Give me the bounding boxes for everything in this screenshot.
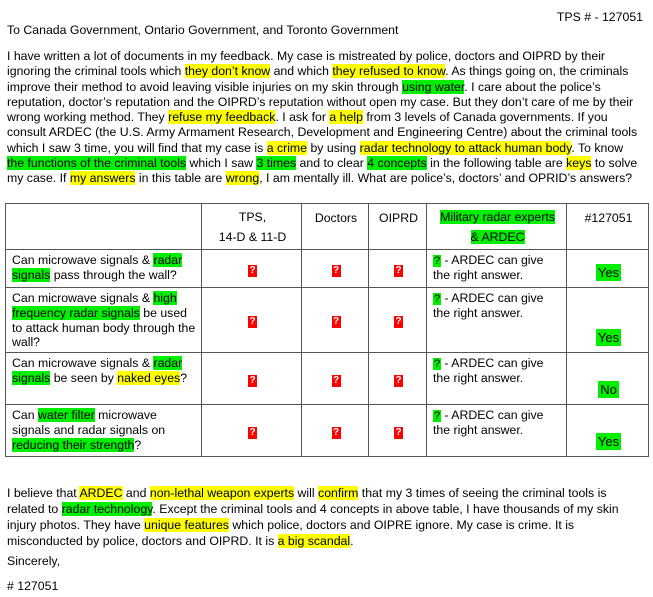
highlighted-text: water filter bbox=[37, 408, 95, 423]
text-segment: Can microwave signals & bbox=[12, 253, 154, 267]
highlighted-text: a big scandal bbox=[277, 534, 351, 548]
header-military-line1: Military radar experts bbox=[440, 210, 555, 224]
ardec-answer-mark: ? bbox=[433, 255, 441, 267]
text-segment: from 3 levels of Canada governments. If you consult ARDEC (the U.S. Army Armament Research, Development and Engineering Centre) about the criminal tools which I saw 3 time, you will find that my case is bbox=[7, 110, 638, 155]
author-answer: Yes bbox=[597, 434, 620, 450]
author-answer-cell bbox=[567, 288, 649, 353]
highlighted-text: radar technology to attack human body bbox=[359, 140, 572, 155]
unknown-answer-mark: ? bbox=[249, 374, 256, 386]
header-doctors: Doctors bbox=[302, 204, 369, 250]
ardec-answer-mark: ? bbox=[433, 358, 441, 371]
text-segment: and to clear bbox=[296, 156, 368, 171]
highlighted-text: wrong bbox=[225, 171, 260, 186]
header-tps bbox=[202, 204, 302, 250]
text-segment: I have written a lot of documents in my feedback. My case is mistreated by police, doctors and OIPRD by their ignoring the criminal tools which bbox=[7, 49, 606, 79]
ardec-answer-mark: ? bbox=[433, 293, 441, 305]
tps-answer-cell bbox=[202, 405, 302, 457]
oiprd-answer-cell bbox=[369, 250, 427, 288]
highlighted-text: radar signals bbox=[12, 356, 183, 385]
ardec-answer-text: - ARDEC can give the right answer. bbox=[433, 356, 544, 385]
highlighted-text: radar technology bbox=[61, 502, 153, 516]
question-cell bbox=[6, 405, 202, 457]
highlighted-text: they refused to know bbox=[332, 64, 446, 79]
text-segment: be seen by bbox=[50, 370, 118, 385]
oiprd-answer-cell bbox=[369, 405, 427, 457]
text-segment: Can bbox=[12, 408, 38, 423]
unknown-answer-mark: ? bbox=[395, 264, 402, 276]
text-segment: Can microwave signals & bbox=[12, 291, 154, 305]
text-segment: will bbox=[294, 486, 319, 500]
header-military-line2: & ARDEC bbox=[470, 230, 525, 244]
highlighted-text: 3 times bbox=[256, 156, 297, 171]
header-oiprd: OIPRD bbox=[369, 204, 427, 250]
table-row bbox=[6, 353, 649, 405]
text-segment: . To know bbox=[571, 140, 624, 155]
unknown-answer-mark: ? bbox=[395, 316, 402, 328]
addressee-line: To Canada Government, Ontario Government, and Toronto Government bbox=[7, 23, 399, 37]
unknown-answer-mark: ? bbox=[395, 374, 402, 386]
highlighted-text: a crime bbox=[266, 140, 308, 155]
highlighted-text: a help bbox=[329, 110, 363, 125]
header-id: #127051 bbox=[567, 204, 649, 250]
text-segment: by using bbox=[307, 140, 360, 155]
conclusion-paragraph bbox=[7, 485, 647, 549]
unknown-answer-mark: ? bbox=[395, 426, 402, 438]
ardec-answer-cell bbox=[427, 250, 567, 288]
highlighted-text: the functions of the criminal tools bbox=[7, 156, 187, 171]
unknown-answer-mark: ? bbox=[332, 316, 340, 328]
unknown-answer-mark: ? bbox=[249, 316, 256, 328]
table-row bbox=[6, 288, 649, 353]
text-segment: to solve my case. If bbox=[7, 156, 638, 186]
tps-answer-cell bbox=[202, 353, 302, 405]
text-segment: in this table are bbox=[135, 171, 226, 186]
doctors-answer-cell bbox=[302, 250, 369, 288]
text-segment: microwave signals and radar signals on bbox=[12, 408, 166, 437]
ardec-answer-text: - ARDEC can give the right answer. bbox=[433, 291, 544, 320]
text-segment: which I saw bbox=[186, 156, 257, 171]
author-answer: Yes bbox=[597, 265, 620, 281]
text-segment: . I ask for bbox=[275, 110, 330, 125]
doctors-answer-cell bbox=[302, 405, 369, 457]
author-answer-cell bbox=[567, 353, 649, 405]
highlighted-text: radar signals bbox=[12, 253, 183, 282]
question-cell bbox=[6, 288, 202, 353]
highlighted-text: confirm bbox=[318, 486, 359, 500]
header-tps-line2: 14-D & 11-D bbox=[218, 230, 287, 244]
document-reference: TPS # - 127051 bbox=[556, 10, 643, 24]
highlighted-text: ARDEC bbox=[79, 486, 123, 500]
oiprd-answer-cell bbox=[369, 353, 427, 405]
unknown-answer-mark: ? bbox=[249, 426, 256, 438]
ardec-answer-cell bbox=[427, 405, 567, 457]
question-cell bbox=[6, 250, 202, 288]
text-segment: . Except the criminal tools and 4 concepts in above table, I have thousands of my skin injury photos. They have bbox=[7, 502, 619, 532]
question-cell bbox=[6, 353, 202, 405]
unknown-answer-mark: ? bbox=[332, 426, 340, 438]
highlighted-text: 4 concepts bbox=[367, 156, 427, 171]
author-answer: No bbox=[600, 382, 617, 398]
text-segment: ? bbox=[134, 437, 142, 452]
doctors-answer-cell bbox=[302, 353, 369, 405]
ardec-answer-text: - ARDEC can give the right answer. bbox=[433, 408, 544, 437]
author-answer-cell bbox=[567, 405, 649, 457]
doctors-answer-cell bbox=[302, 288, 369, 353]
highlighted-text: refuse my feedback bbox=[168, 110, 276, 125]
highlighted-text: naked eyes bbox=[117, 370, 181, 385]
text-segment: ? bbox=[180, 370, 188, 385]
text-segment: that my 3 times of seeing the criminal tools is related to bbox=[7, 486, 607, 516]
tps-answer-cell bbox=[202, 250, 302, 288]
closing: Sincerely, bbox=[7, 554, 61, 568]
ardec-answer-cell bbox=[427, 353, 567, 405]
text-segment: . bbox=[350, 534, 354, 548]
highlighted-text: reducing their strength bbox=[12, 437, 135, 452]
text-segment: Can microwave signals & bbox=[12, 356, 154, 371]
header-question bbox=[6, 204, 202, 250]
text-segment: , I am mentally ill. What are police’s, doctors’ and OPRID’s answers? bbox=[259, 171, 633, 186]
highlighted-text: non-lethal weapon experts bbox=[149, 486, 295, 500]
table-row bbox=[6, 250, 649, 288]
unknown-answer-mark: ? bbox=[332, 374, 340, 386]
ardec-answer-mark: ? bbox=[433, 410, 441, 423]
text-segment: which police, doctors and OIPRE ignore. My case is crime. It is misconducted by police, doctors and OIPRD. It is bbox=[7, 518, 575, 548]
author-answer: Yes bbox=[597, 330, 620, 346]
text-segment: and which bbox=[270, 64, 333, 79]
tps-answer-cell bbox=[202, 288, 302, 353]
intro-paragraph bbox=[7, 49, 643, 187]
text-segment: in the following table are bbox=[426, 156, 567, 171]
ardec-answer-text: - ARDEC can give the right answer. bbox=[433, 253, 544, 282]
text-segment: . I care about the police’s reputation, doctor’s reputation and the OIPRD’s reputation without open my case. But they don’t care of me by their wrong working method. They bbox=[7, 79, 634, 125]
signature: # 127051 bbox=[7, 579, 59, 593]
text-segment: . As things going on, the criminals improve their method to avoid leaving visible injuries on my skin through bbox=[7, 64, 629, 94]
highlighted-text: they don’t know bbox=[184, 64, 271, 79]
author-answer-cell bbox=[567, 250, 649, 288]
header-tps-line1: TPS, bbox=[238, 210, 267, 224]
table-row bbox=[6, 405, 649, 457]
text-segment: and bbox=[122, 486, 150, 500]
highlighted-text: my answers bbox=[69, 171, 136, 186]
table-body bbox=[6, 250, 649, 457]
highlighted-text: using water bbox=[402, 79, 465, 94]
table-header-row bbox=[6, 204, 649, 250]
oiprd-answer-cell bbox=[369, 288, 427, 353]
unknown-answer-mark: ? bbox=[332, 264, 340, 276]
unknown-answer-mark: ? bbox=[249, 264, 256, 276]
header-military bbox=[427, 204, 567, 250]
questions-table bbox=[5, 203, 649, 457]
highlighted-text: keys bbox=[566, 156, 592, 171]
text-segment: I believe that bbox=[7, 486, 80, 500]
ardec-answer-cell bbox=[427, 288, 567, 353]
text-segment: pass through the wall? bbox=[50, 267, 177, 282]
highlighted-text: high frequency radar signals bbox=[12, 291, 177, 320]
highlighted-text: unique features bbox=[144, 518, 229, 532]
text-segment: be used to attack human body through the wall? bbox=[12, 305, 196, 350]
